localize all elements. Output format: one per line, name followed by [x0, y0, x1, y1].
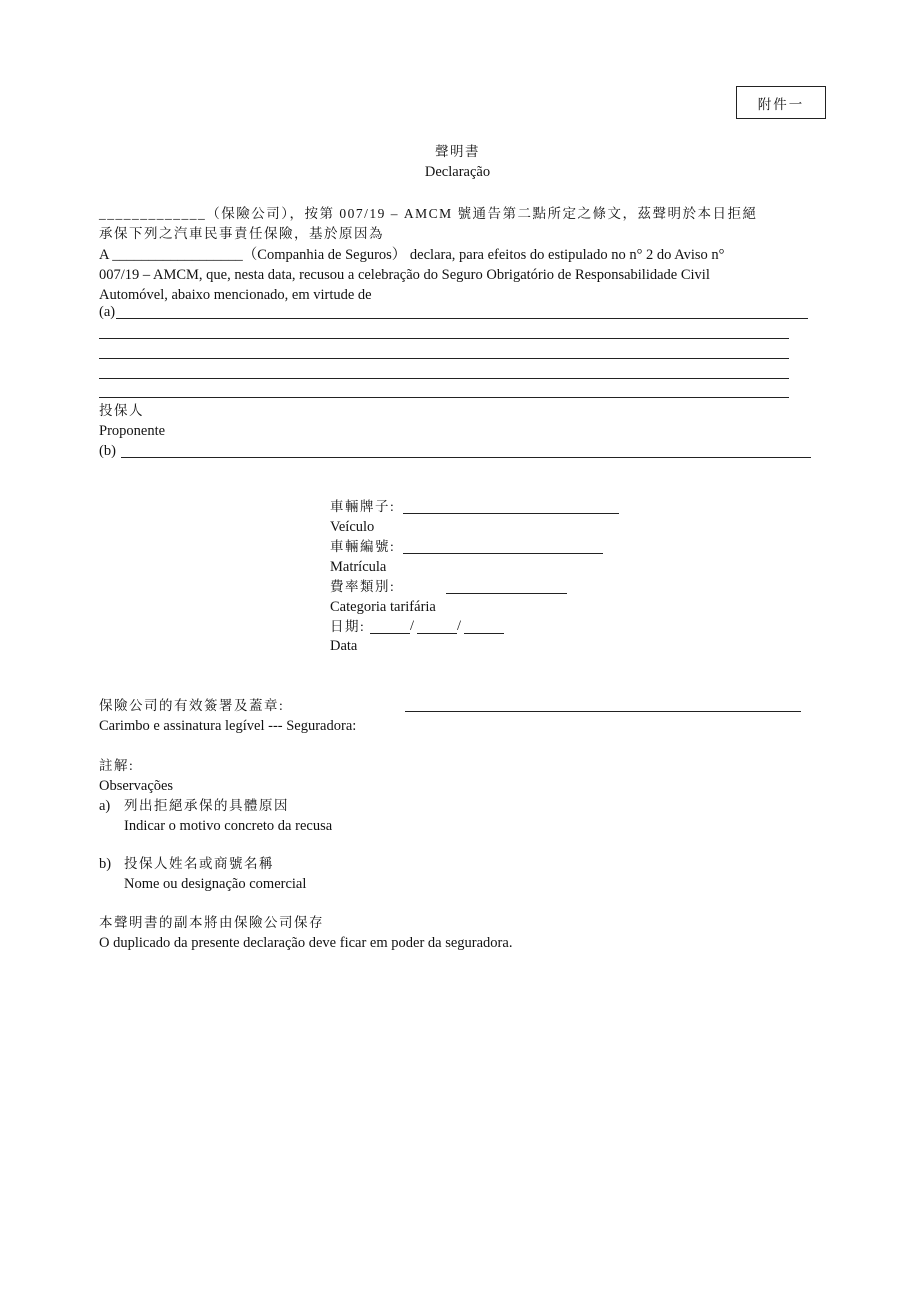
- notes-heading-pt: Observações: [99, 778, 174, 794]
- date-separator-2: /: [457, 618, 462, 634]
- signature-field[interactable]: [405, 711, 801, 712]
- date-day-field[interactable]: [370, 633, 410, 634]
- date-separator-1: /: [410, 618, 415, 634]
- notes-heading-zh: 註解:: [99, 758, 135, 773]
- footer-zh: 本聲明書的副本將由保險公司保存: [99, 915, 324, 930]
- annex-label: 附件一: [736, 86, 826, 119]
- tariff-label-pt: Categoria tarifária: [330, 599, 436, 615]
- signature-label-pt: Carimbo e assinatura legível --- Seguradora:: [99, 718, 357, 734]
- note-a-zh: 列出拒絕承保的具體原因: [124, 798, 289, 813]
- reason-line-4[interactable]: [99, 378, 789, 379]
- title-pt: Declaração: [424, 164, 491, 180]
- vehicle-plate-field[interactable]: [403, 513, 619, 514]
- intro-pt-line3: Automóvel, abaixo mencionado, em virtude de: [99, 287, 372, 303]
- vehicle-reg-field[interactable]: [403, 553, 603, 554]
- reason-line-1[interactable]: [116, 318, 808, 319]
- reason-line-2[interactable]: [99, 338, 789, 339]
- proponent-marker: (b): [99, 443, 116, 459]
- intro-zh-line2: 承保下列之汽車民事責任保險，基於原因為: [99, 226, 384, 241]
- tariff-label-zh: 費率類別:: [330, 579, 396, 594]
- date-label-zh: 日期:: [330, 619, 366, 634]
- signature-label-zh: 保險公司的有效簽署及蓋章:: [99, 698, 285, 713]
- note-b-zh: 投保人姓名或商號名稱: [124, 856, 274, 871]
- proponent-label-zh: 投保人: [99, 403, 144, 418]
- intro-pt-line1: A __________________（Companhia de Seguros） declara, para efeitos do estipulado no n° 2 do Aviso n°: [99, 247, 725, 263]
- note-a-pt: Indicar o motivo concreto da recusa: [124, 818, 333, 834]
- vehicle-reg-label-pt: Matrícula: [330, 559, 387, 575]
- date-label-pt: Data: [330, 638, 358, 654]
- intro-pt-line2: 007/19 – AMCM, que, nesta data, recusou a celebração do Seguro Obrigatório de Responsabilidade Civil: [99, 267, 710, 283]
- note-b-pt: Nome ou designação comercial: [124, 876, 307, 892]
- title-zh: 聲明書: [435, 144, 480, 159]
- footer-pt: O duplicado da presente declaração deve ficar em poder da seguradora.: [99, 935, 513, 951]
- vehicle-plate-label-pt: Veículo: [330, 519, 375, 535]
- intro-zh-line1: _____________（保險公司），按第 007/19 – AMCM 號通告第二點所定之條文，茲聲明於本日拒絕: [99, 206, 758, 221]
- date-month-field[interactable]: [417, 633, 457, 634]
- reason-line-5[interactable]: [99, 397, 789, 398]
- note-a-marker: a): [99, 798, 111, 814]
- proponent-line[interactable]: [121, 457, 811, 458]
- reason-line-3[interactable]: [99, 358, 789, 359]
- note-b-marker: b): [99, 856, 112, 872]
- date-year-field[interactable]: [464, 633, 504, 634]
- reason-marker: (a): [99, 304, 116, 320]
- vehicle-reg-label-zh: 車輛編號:: [330, 539, 396, 554]
- proponent-label-pt: Proponente: [99, 423, 166, 439]
- tariff-field[interactable]: [446, 593, 567, 594]
- vehicle-plate-label-zh: 車輛牌子:: [330, 499, 396, 514]
